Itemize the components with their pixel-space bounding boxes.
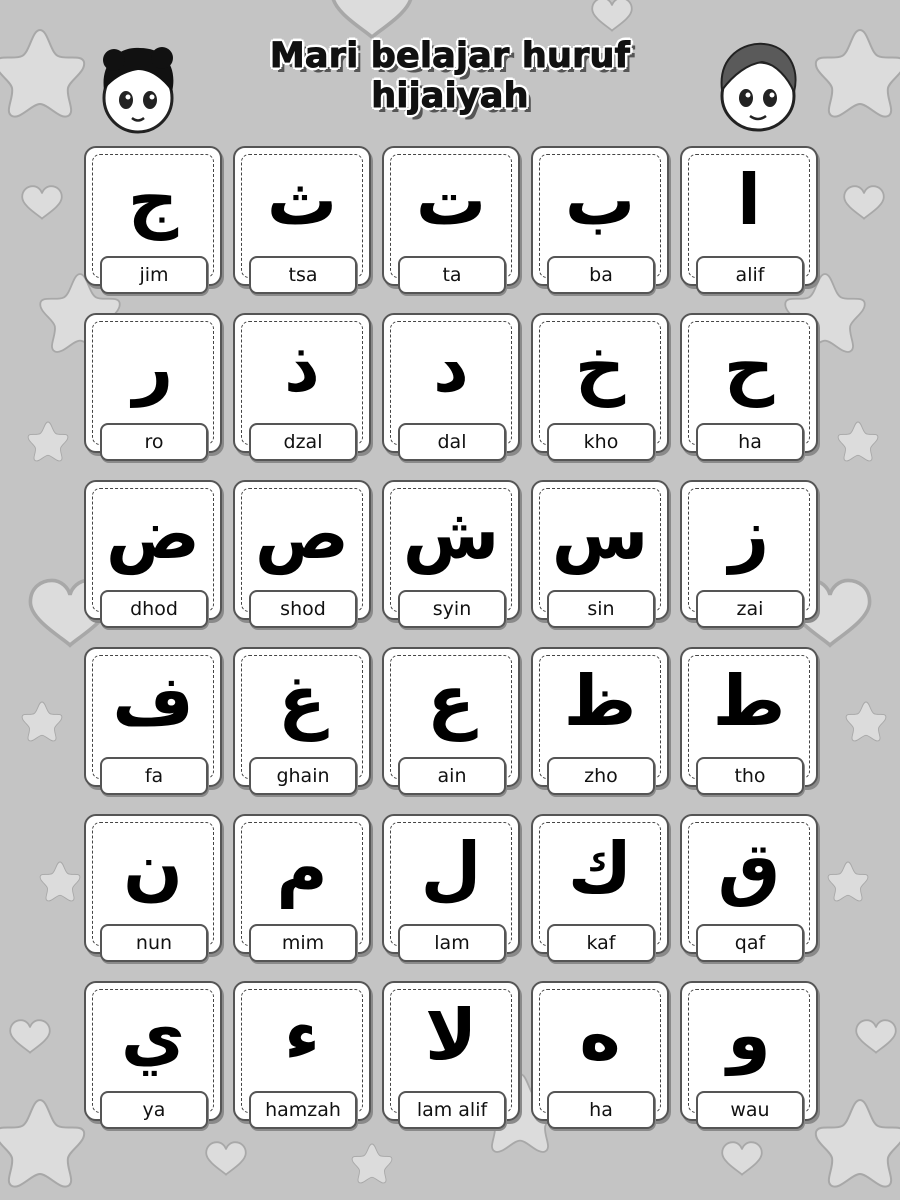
letter-card[interactable]: [680, 146, 818, 302]
letter-label: ro: [100, 423, 208, 461]
letter-label: dhod: [100, 590, 208, 628]
letter-label: kho: [547, 423, 655, 461]
letter-label: lam alif: [398, 1091, 506, 1129]
star-icon: [28, 422, 68, 461]
letter-card[interactable]: [680, 814, 818, 970]
arabic-letter: ء: [284, 994, 320, 1076]
letter-card[interactable]: [233, 146, 371, 302]
arabic-letter: ب: [564, 159, 636, 241]
arabic-letter: ح: [723, 326, 775, 408]
arabic-letter: ج: [127, 159, 179, 241]
arabic-letter: غ: [278, 660, 326, 742]
arabic-letter: خ: [574, 326, 626, 408]
arabic-letter: لا: [424, 994, 478, 1076]
letter-card[interactable]: [531, 146, 669, 302]
letter-card[interactable]: [233, 981, 371, 1137]
letter-label: ha: [696, 423, 804, 461]
arabic-letter: ه: [579, 994, 621, 1076]
letter-card[interactable]: [84, 981, 222, 1137]
letter-card[interactable]: [84, 313, 222, 469]
arabic-letter: ث: [266, 159, 338, 241]
letter-label: ba: [547, 256, 655, 294]
arabic-letter: ش: [402, 493, 500, 575]
arabic-letter: ق: [717, 827, 781, 909]
letter-label: hamzah: [249, 1091, 357, 1129]
arabic-letter: ط: [712, 660, 786, 742]
arabic-letter: ع: [427, 660, 475, 742]
heart-icon: [22, 186, 62, 218]
arabic-letter: س: [551, 493, 649, 575]
arabic-letter: ر: [132, 326, 174, 408]
arabic-letter: د: [433, 326, 469, 408]
heart-icon: [592, 0, 632, 31]
letter-card[interactable]: [680, 313, 818, 469]
star-icon: [0, 1100, 84, 1187]
arabic-letter: ذ: [284, 326, 320, 408]
letter-card[interactable]: [84, 647, 222, 803]
letter-label: ha: [547, 1091, 655, 1129]
letter-card[interactable]: [382, 981, 520, 1137]
star-icon: [352, 1144, 392, 1183]
letter-label: alif: [696, 256, 804, 294]
letter-grid: [84, 146, 818, 1137]
letter-label: jim: [100, 256, 208, 294]
letter-card[interactable]: [84, 814, 222, 970]
arabic-letter: ن: [123, 827, 183, 909]
star-icon: [40, 862, 80, 901]
letter-label: ain: [398, 757, 506, 795]
heart-icon: [844, 186, 884, 218]
letter-card[interactable]: [680, 480, 818, 636]
letter-label: syin: [398, 590, 506, 628]
letter-card[interactable]: [531, 480, 669, 636]
letter-card[interactable]: [531, 981, 669, 1137]
arabic-letter: ك: [567, 827, 633, 909]
heart-icon: [10, 1020, 50, 1052]
letter-label: zai: [696, 590, 804, 628]
arabic-letter: ا: [737, 159, 761, 241]
heart-icon: [206, 1142, 246, 1174]
letter-card[interactable]: [531, 647, 669, 803]
letter-label: fa: [100, 757, 208, 795]
letter-card[interactable]: [382, 814, 520, 970]
letter-card[interactable]: [680, 981, 818, 1137]
letter-card[interactable]: [531, 814, 669, 970]
girl-mascot-icon: [92, 40, 184, 136]
letter-card[interactable]: [233, 480, 371, 636]
star-icon: [816, 1100, 900, 1187]
letter-label: qaf: [696, 924, 804, 962]
letter-label: kaf: [547, 924, 655, 962]
letter-card[interactable]: [233, 647, 371, 803]
arabic-letter: ص: [254, 493, 350, 575]
letter-label: ghain: [249, 757, 357, 795]
arabic-letter: م: [276, 827, 328, 909]
letter-card[interactable]: [531, 313, 669, 469]
letter-label: wau: [696, 1091, 804, 1129]
arabic-letter: ز: [728, 493, 770, 575]
letter-label: dal: [398, 423, 506, 461]
arabic-letter: ف: [112, 660, 194, 742]
heart-icon: [856, 1020, 896, 1052]
heart-icon: [722, 1142, 762, 1174]
letter-card[interactable]: [84, 480, 222, 636]
page-title: Mari belajar huruf hijaiyah: [269, 36, 631, 116]
letter-card[interactable]: [84, 146, 222, 302]
star-icon: [846, 702, 886, 741]
letter-label: ya: [100, 1091, 208, 1129]
letter-label: ta: [398, 256, 506, 294]
arabic-letter: ي: [120, 994, 186, 1076]
star-icon: [838, 422, 878, 461]
letter-card[interactable]: [233, 313, 371, 469]
letter-label: tsa: [249, 256, 357, 294]
letter-label: nun: [100, 924, 208, 962]
star-icon: [828, 862, 868, 901]
letter-label: sin: [547, 590, 655, 628]
star-icon: [22, 702, 62, 741]
arabic-letter: ظ: [563, 660, 637, 742]
letter-card[interactable]: [382, 480, 520, 636]
letter-label: shod: [249, 590, 357, 628]
letter-card[interactable]: [382, 647, 520, 803]
boy-mascot-icon: [712, 38, 802, 134]
letter-label: lam: [398, 924, 506, 962]
letter-card[interactable]: [680, 647, 818, 803]
star-icon: [816, 30, 900, 117]
letter-card[interactable]: [233, 814, 371, 970]
letter-label: tho: [696, 757, 804, 795]
star-icon: [0, 30, 84, 117]
letter-label: dzal: [249, 423, 357, 461]
arabic-letter: و: [727, 994, 771, 1076]
arabic-letter: ل: [420, 827, 482, 909]
letter-label: mim: [249, 924, 357, 962]
letter-card[interactable]: [382, 146, 520, 302]
arabic-letter: ت: [415, 159, 487, 241]
letter-label: zho: [547, 757, 655, 795]
letter-card[interactable]: [382, 313, 520, 469]
heart-icon: [332, 0, 411, 37]
arabic-letter: ض: [105, 493, 201, 575]
